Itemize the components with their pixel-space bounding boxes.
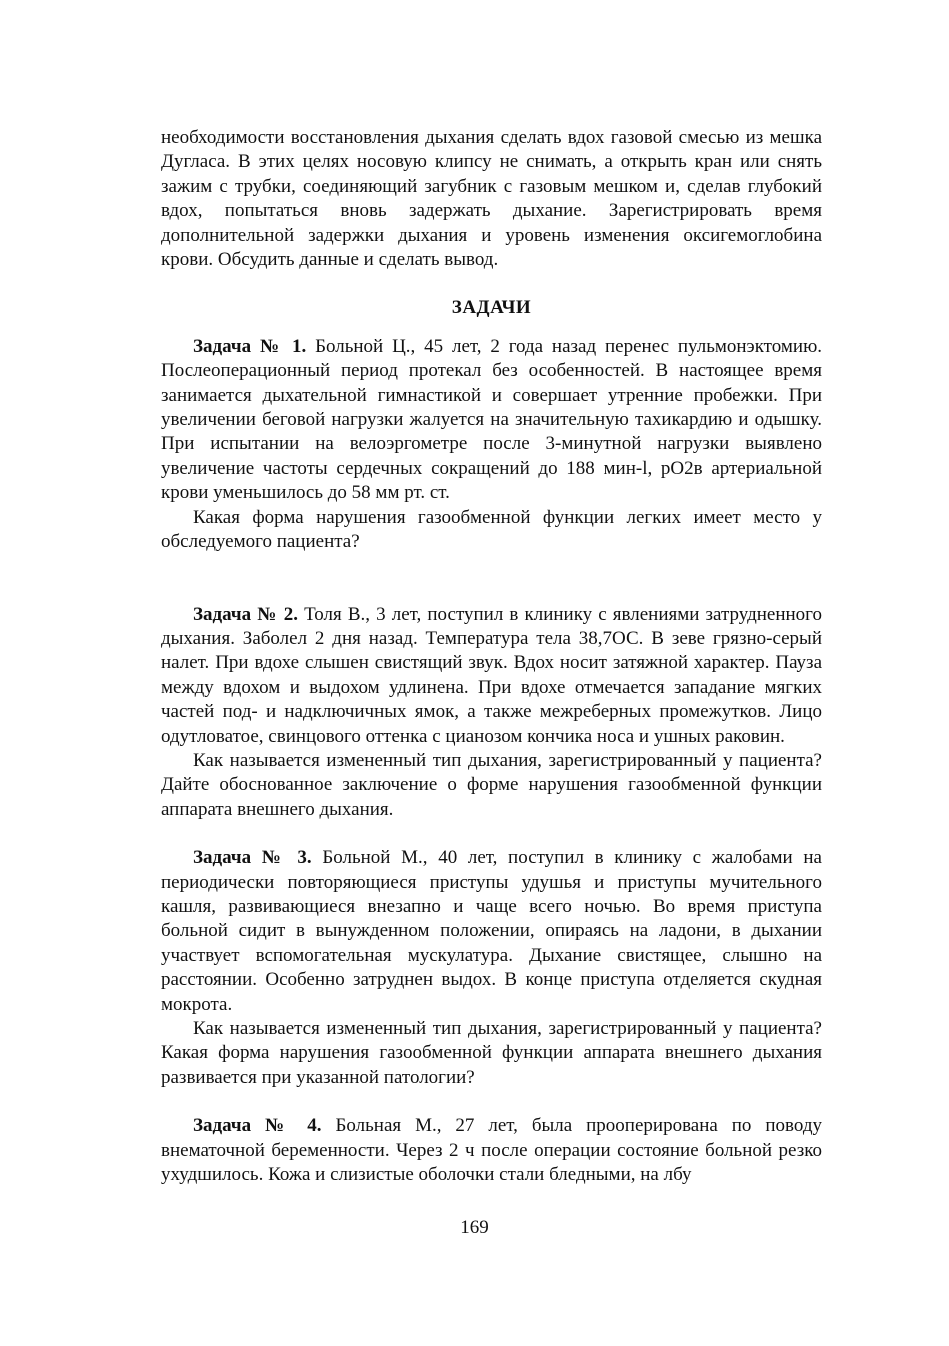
task-4-body [161,1114,822,1187]
task-2-body [161,603,822,749]
task-4-text: Больная М., 27 лет, была прооперирована по поводу внематочной беременности. Через 2 ч после операции состояние больной резко ухудшилось. Кожа и слизистые оболочки стали бледными, на лбу [161,1115,823,1186]
task-3-text: Больной М., 40 лет, поступил в клинику с жалобами на периодически повторяющиеся приступы удушья и приступы мучительного кашля, развивающиеся внезапно и чаще всего ночью. Во время приступа больной сидит в вынужденном положении, опираясь на ладони, в дыхании участвует вспомогательная мускулатура. Дыхание свистящее, слышно на расстоянии. Особенно затруднен выдох. В конце приступа отделяется скудная мокрота. [161,847,822,1015]
task-1-body [161,335,822,506]
document-page [161,126,822,1187]
task-2-question: Как называется измененный тип дыхания, зарегистрированный у пациента? Дайте обоснованное заключение о форме нарушения газообменной функции аппарата внешнего дыхания. [161,749,822,820]
task-3-body [161,846,822,1017]
task-3-question: Как называется измененный тип дыхания, зарегистрированный у пациента? Какая форма нарушения газообменной функции аппарата внешнего дыхания развивается при указанной патологии? [161,1018,822,1088]
task-1-text: Больной Ц., 45 лет, 2 года назад перенес пульмонэктомию. Послеоперационный период протекал без особенностей. В настоящее время занимается дыхательной гимнастикой и совершает утренние пробежки. При увеличении беговой нагрузки жалуется на значительную тахикардию и одышку. При испытании на велоэргометре после 3-минутной нагрузки выявлено увеличение частоты сердечных сокращений до 188 мин-l, pO2в артериальной крови уменьшилось до 58 мм рт. ст. [161,335,823,504]
section-title: ЗАДАЧИ [451,297,532,319]
task-2-label: Задача № 2. [193,603,298,625]
task-2-text: Толя В., 3 лет, поступил в клинику с явлениями затрудненного дыхания. Заболел 2 дня назад. Температура тела 38,7ОС. В зеве грязно-серый налет. При вдохе слышен свистящий звук. Вдох носит затяжной характер. Пауза между вдохом и выдохом удлинена. При вдохе отмечается западание мягких частей под- и надключичных ямок, а также межреберных промежутков. Лицо одутловатое, свинцового оттенка с цианозом кончика носа и ушных раковин. [161,603,822,747]
task-1-label: Задача № 1. [193,335,307,357]
page-number: 169 [460,1217,489,1238]
intro-paragraph: необходимости восстановления дыхания сделать вдох газовой смесью из мешка Дугласа. В этих целях носовую клипсу не снимать, а открыть кран или снять зажим с трубки, соединяющий загубник с газовым мешком и, сделав глубокий вдох, попытаться вновь задержать дыхание. Зарегистрировать время дополнительной задержки дыхания и уровень изменения оксигемоглобина крови. Обсудить данные и сделать вывод. [161,127,822,271]
task-3-label: Задача № 3. [193,847,312,869]
task-4-label: Задача № 4. [193,1115,322,1137]
task-1-question: Какая форма нарушения газообменной функции легких имеет место у обследуемого пациента? [161,506,822,553]
